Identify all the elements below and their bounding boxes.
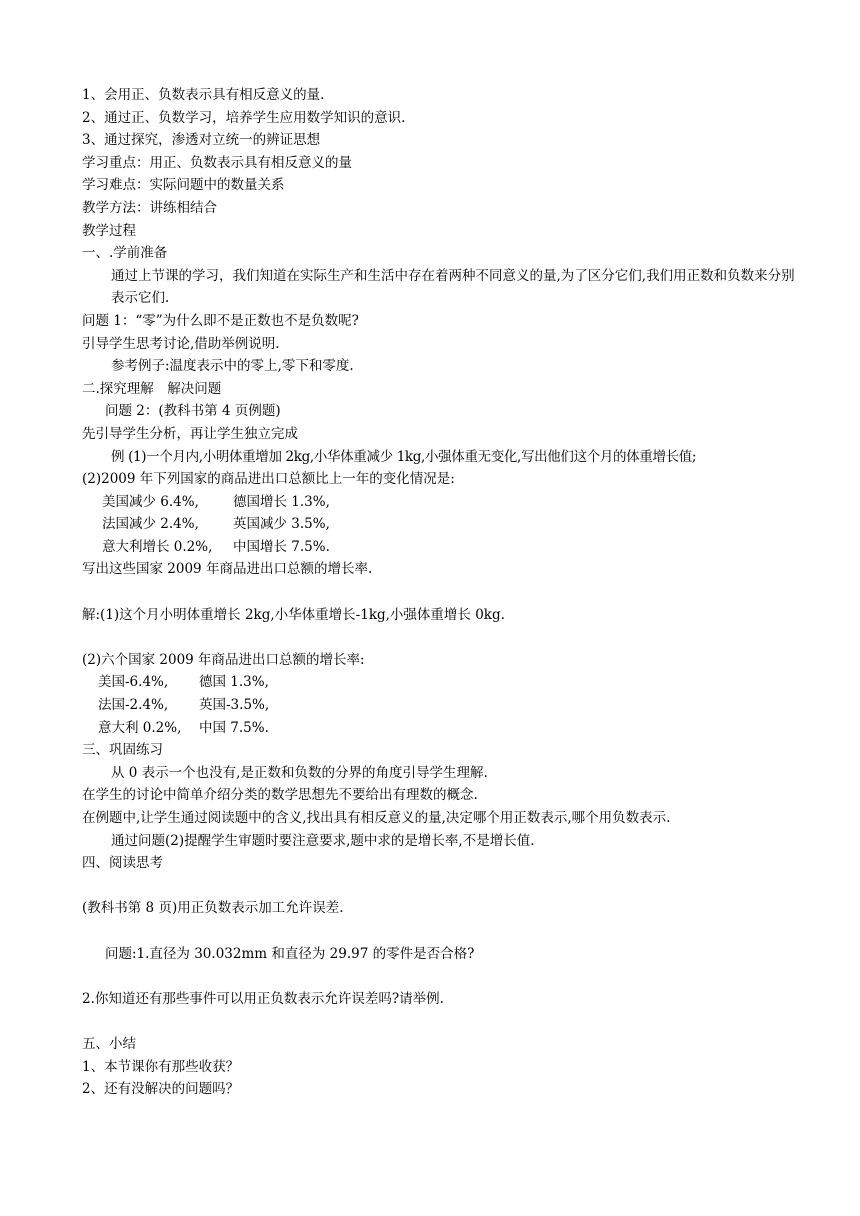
objective-2: 2、通过正、负数学习，培养学生应用数学知识的意识.: [82, 109, 406, 126]
section2-question2: 问题 2：(教科书第 4 页例题): [105, 403, 281, 420]
change-row: [82, 491, 782, 514]
solution-1: 解:(1)这个月小明体重增长 2kg,小华体重增长-1kg,小强体重增长 0kg.: [82, 606, 505, 623]
change-row: [82, 536, 782, 559]
section1-guide: 引导学生思考讨论,借助举例说明.: [82, 335, 280, 352]
difficulty: 学习难点：实际问题中的数量关系: [82, 177, 285, 194]
summary-item-1: 1、本节课你有那些收获？: [82, 1058, 240, 1075]
solution-2: (2)六个国家 2009 年商品进出口总额的增长率:: [82, 651, 365, 668]
rate-row: [82, 671, 782, 694]
section4-p1: (教科书第 8 页)用正负数表示加工允许误差.: [82, 900, 344, 917]
rate-row: [82, 694, 782, 717]
section4-heading: 四、阅读思考: [82, 855, 163, 872]
example-1: 例 (1)一个月内,小明体重增加 2kg,小华体重减少 1kg,小强体重无变化,写出他们这个月的体重增长值;: [111, 448, 697, 465]
objective-3: 3、通过探究，渗透对立统一的辨证思想: [82, 132, 321, 149]
section3-heading: 三、巩固练习: [82, 742, 163, 759]
section1-intro: 通过上节课的学习，我们知道在实际生产和生活中存在着两种不同意义的量,为了区分它们,我们用正数和负数来分别表示它们.: [111, 267, 795, 307]
section5-heading: 五、小结: [82, 1035, 136, 1052]
blank-line: [82, 920, 782, 943]
blank-line: [82, 581, 782, 604]
example-2: (2)2009 年下列国家的商品进出口总额比上一年的变化情况是:: [82, 471, 455, 488]
section2-heading: 二.探究理解 解决问题: [82, 380, 222, 397]
change-cell: 德国增长 1.3%,: [233, 493, 330, 510]
section1-heading: 一、.学前准备: [82, 245, 168, 262]
objective-1: 1、会用正、负数表示具有相反意义的量.: [82, 87, 325, 103]
section2-guide: 先引导学生分析，再让学生独立完成: [82, 425, 298, 442]
summary-item-2: 2、还有没解决的问题吗？: [82, 1081, 240, 1098]
change-row: [82, 513, 782, 536]
rate-cell: 英国-3.5%,: [199, 697, 270, 714]
teaching-method: 教学方法：讲练相结合: [82, 199, 217, 216]
rate-cell: 意大利 0.2%,: [98, 719, 182, 736]
section1-reference: 参考例子:温度表示中的零上,零下和零度.: [111, 358, 354, 375]
rate-cell: 德国 1.3%,: [199, 674, 269, 691]
rate-cell: 法国-2.4%,: [98, 697, 169, 714]
blank-line: [82, 1010, 782, 1033]
change-cell: 意大利增长 0.2%,: [102, 538, 213, 555]
section1-question1: 问题 1：“零”为什么即不是正数也不是负数呢?: [82, 312, 359, 329]
section2-ask: 写出这些国家 2009 年商品进出口总额的增长率.: [82, 561, 373, 578]
key-point: 学习重点：用正、负数表示具有相反意义的量: [82, 154, 352, 171]
section3-p4: 通过问题(2)提醒学生审题时要注意要求,题中求的是增长率,不是增长值.: [111, 832, 535, 849]
rate-cell: 美国-6.4%,: [98, 674, 169, 691]
change-cell: 美国减少 6.4%,: [102, 493, 199, 510]
process-title: 教学过程: [82, 222, 136, 239]
section4-p2: 问题:1.直径为 30.032mm 和直径为 29.97 的零件是否合格?: [105, 945, 475, 962]
document-page: [82, 84, 795, 1101]
change-cell: 法国减少 2.4%,: [102, 516, 199, 533]
blank-line: [82, 965, 782, 988]
change-cell: 英国减少 3.5%,: [233, 516, 330, 533]
section4-p3: 2.你知道还有那些事件可以用正负数表示允许误差吗?请举例.: [82, 990, 444, 1007]
blank-line: [82, 875, 782, 898]
rate-row: [82, 717, 782, 740]
section3-p2: 在学生的讨论中简单介绍分类的数学思想先不要给出有理数的概念.: [82, 787, 478, 804]
blank-line: [82, 626, 782, 649]
section3-p3: 在例题中,让学生通过阅读题中的含义,找出具有相反意义的量,决定哪个用正数表示,哪个用负数表示.: [82, 810, 671, 826]
section3-p1: 从 0 表示一个也没有,是正数和负数的分界的角度引导学生理解.: [111, 764, 488, 781]
change-cell: 中国增长 7.5%.: [233, 538, 330, 555]
rate-cell: 中国 7.5%.: [199, 719, 269, 736]
